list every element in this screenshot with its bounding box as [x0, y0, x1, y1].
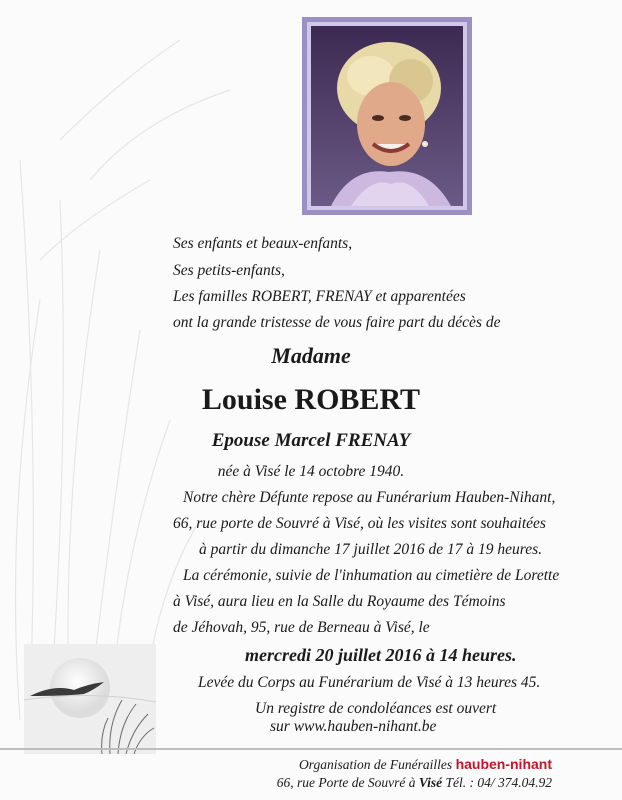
ceremony-line-2: à Visé, aura lieu en la Salle du Royaume des Témoins: [173, 593, 506, 610]
bird-over-water-illustration: [24, 644, 156, 754]
ceremony-line-1: La cérémonie, suivie de l'inhumation au cimetière de Lorette: [183, 567, 560, 584]
footer-address: [277, 775, 552, 791]
intro-line-children: Ses enfants et beaux-enfants,: [173, 235, 353, 252]
ceremony-line-3: de Jéhovah, 95, rue de Berneau à Visé, le: [173, 619, 430, 636]
portrait-frame: [302, 17, 472, 215]
title-madame: Madame: [271, 343, 351, 368]
registry-line-2: sur www.hauben-nihant.be: [270, 718, 437, 735]
birth-line: née à Visé le 14 octobre 1940.: [217, 463, 405, 480]
footer-divider: [0, 748, 622, 750]
deceased-name: Louise ROBERT: [201, 383, 421, 416]
rest-line-1: Notre chère Défunte repose au Funérarium Hauben-Nihant,: [183, 489, 556, 506]
footer-organisation: [299, 756, 552, 773]
registry-line-1: Un registre de condoléances est ouvert: [255, 700, 497, 717]
intro-line-grandchildren: Ses petits-enfants,: [173, 262, 285, 279]
footer-address-prefix: 66, rue Porte de Souvré à: [276, 775, 416, 790]
levee-line: Levée du Corps au Funérarium de Visé à 13 heures 45.: [198, 674, 541, 691]
footer-phone: Tél. : 04/ 374.04.92: [445, 775, 552, 790]
intro-line-announcement: ont la grande tristesse de vous faire part du décès de: [173, 314, 501, 331]
brand-logo-text: hauben-nihant: [455, 756, 552, 772]
rest-line-3: à partir du dimanche 17 juillet 2016 de 17 à 19 heures.: [199, 541, 542, 558]
ceremony-date: mercredi 20 juillet 2016 à 14 heures.: [245, 645, 517, 665]
footer-address-city: Visé: [418, 775, 443, 790]
footer-org-prefix: Organisation de Funérailles: [298, 757, 453, 772]
portrait-photo: [311, 26, 463, 206]
intro-line-families: Les familles ROBERT, FRENAY et apparentées: [173, 288, 466, 305]
spouse-line: Epouse Marcel FRENAY: [211, 430, 411, 451]
rest-line-2: 66, rue porte de Souvré à Visé, où les visites sont souhaitées: [173, 515, 546, 532]
bird-illustration-card: [24, 644, 156, 754]
